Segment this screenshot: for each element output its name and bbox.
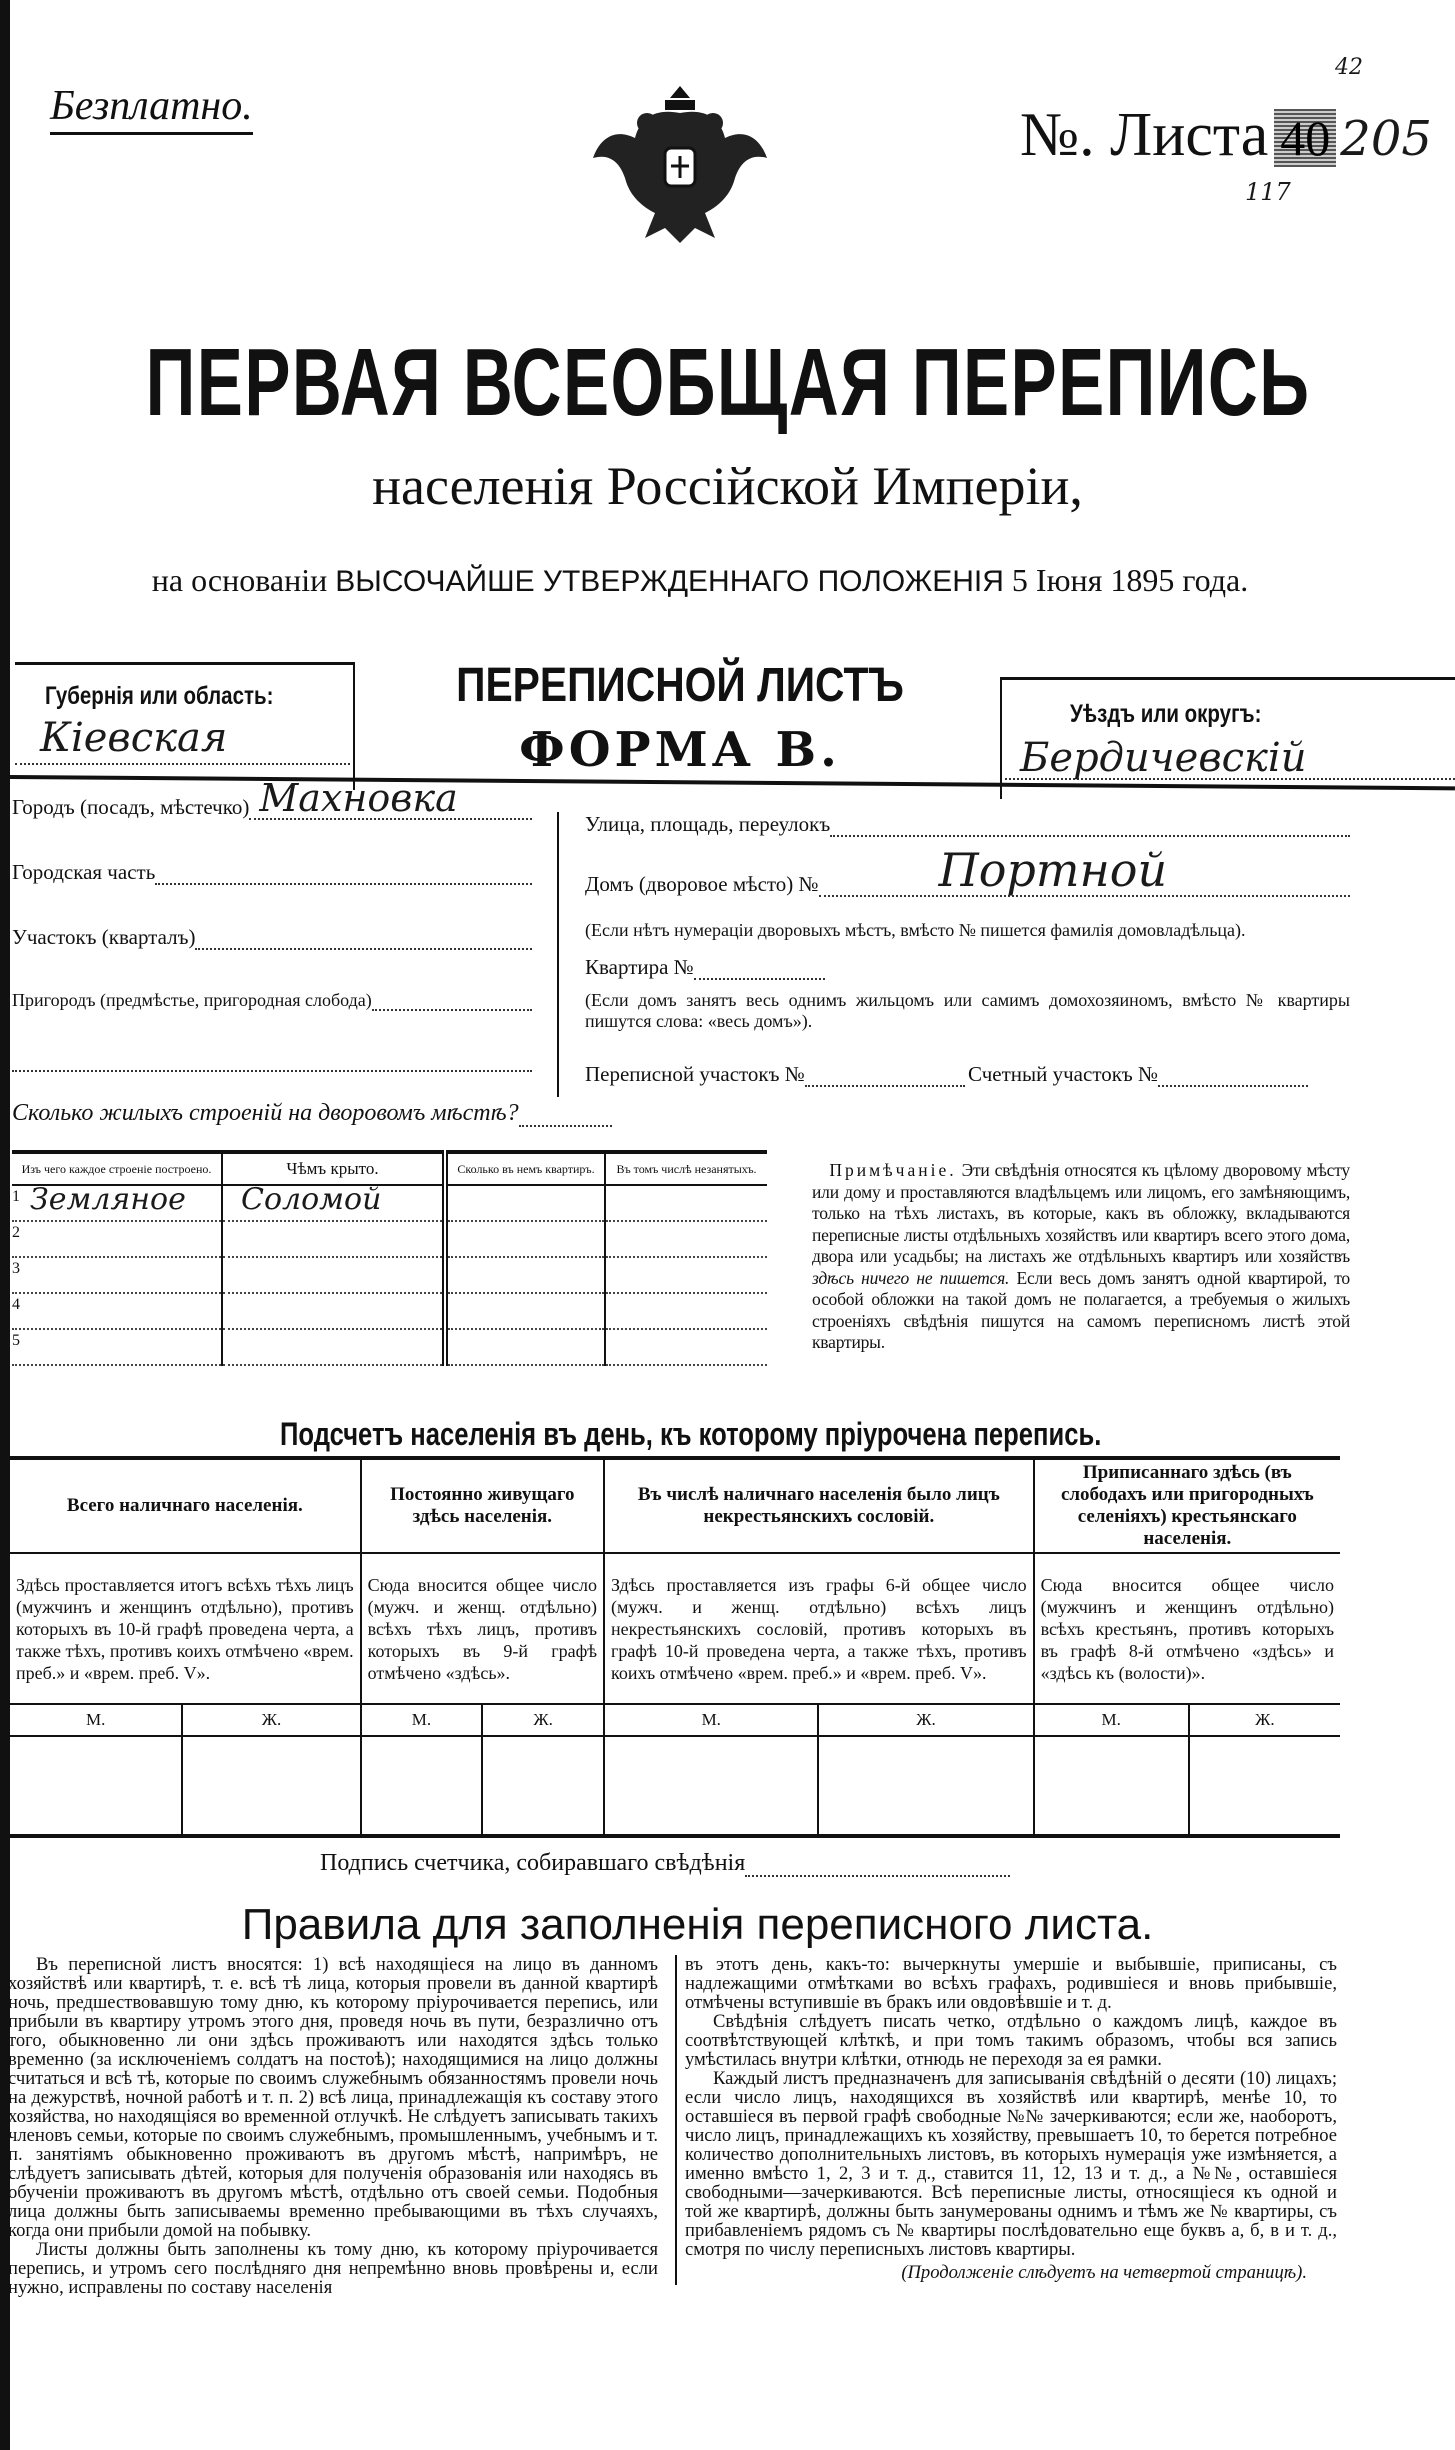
roof-cell[interactable]	[222, 1293, 445, 1329]
basis-prefix: на основаніи	[151, 562, 328, 598]
rules-paragraph: Въ переписной листъ вносятся: 1) всѣ находящіеся на лицо въ данномъ хозяйствѣ или квартирѣ, т. е. всѣ тѣ лица, которыя провели въ данной квартирѣ ночь, предшествовавшую тому дню, къ которому пріурочивается перепись, или прибыли въ квартиру утромъ этого дня, проведя ночь въ пути, безразлично отъ того, обыкновенно ли они здѣсь проживаютъ или находятся здѣсь только временно (за исключеніемъ солдатъ на постоѣ); находящимися на лицо должны считаться и всѣ тѣ, которые по своимъ служебнымъ обязанностямъ провели ночь на дежурствѣ, ночной работѣ и т. п. 2) всѣ лица, принадлежащія къ составу этого хозяйства, но находящіяся во временной отлучкѣ. Не слѣдуетъ записывать такихъ членовъ семьи, которые по своимъ служебнымъ, промышленнымъ, учебнымъ и т. п. занятіямъ обыкновенно проживаютъ въ другомъ мѣстѣ, напримѣръ, не слѣдуетъ записывать дѣтей, которыя для полученія образованія или находясь въ обученіи проживаютъ въ другомъ мѣстѣ, отдѣльно отъ своей семьи. Подобныя лица должны быть записываемы временно пребывающими въ тѣхъ случаяхъ, когда они прибыли домой на побывку.	[8, 1954, 658, 2241]
material-cell[interactable]	[12, 1293, 222, 1329]
town-part-label: Городская часть	[12, 860, 156, 884]
continued-note: (Продолженіе слѣдуетъ на четвертой страницѣ).	[901, 2262, 1307, 2283]
population-count-heading: Подсчетъ населенія въ день, къ которому пріурочена перепись.	[280, 1416, 1102, 1452]
row-number: 5	[12, 1332, 20, 1349]
total-female-cell[interactable]	[182, 1736, 360, 1836]
sheet-title: ПЕРЕПИСНОЙ ЛИСТЪ	[456, 659, 904, 712]
roof-cell[interactable]	[222, 1329, 445, 1365]
male-header: М.	[1034, 1704, 1189, 1736]
divider	[1000, 677, 1455, 680]
female-header: Ж.	[182, 1704, 360, 1736]
margin-mark-top: 42	[1335, 55, 1363, 80]
material-cell[interactable]	[12, 1182, 222, 1221]
census-section-label: Переписной участокъ №	[585, 1062, 805, 1086]
roof-cell[interactable]	[222, 1182, 445, 1221]
sheet-number-label: №. Листа	[1020, 101, 1269, 169]
vacant-cell[interactable]	[605, 1221, 767, 1257]
nonpeasant-female-cell[interactable]	[818, 1736, 1033, 1836]
row-number: 2	[12, 1224, 20, 1241]
suburb-extra-line[interactable]	[12, 1060, 532, 1072]
apartments-cell[interactable]	[445, 1329, 605, 1365]
quarter-field[interactable]	[12, 925, 532, 950]
sheet-number	[1020, 100, 1432, 171]
province-field	[45, 682, 324, 711]
street-field[interactable]	[585, 812, 1350, 837]
vacant-cell[interactable]	[605, 1293, 767, 1329]
vacant-cell[interactable]	[605, 1329, 767, 1365]
enumerator-signature-field[interactable]	[320, 1850, 1010, 1877]
apartments-cell[interactable]	[445, 1185, 605, 1221]
suburb-field[interactable]	[12, 990, 532, 1011]
header-apartments: Сколько въ немъ квартиръ.	[445, 1152, 605, 1185]
col-peasant-title: Приписаннаго здѣсь (въ слободахъ или пригородныхъ селеніяхъ) крестьянскаго населенія.	[1034, 1458, 1340, 1553]
rules-paragraph: Каждый листъ предназначенъ для записыванія свѣдѣній о десяти (10) лицахъ; если число лицъ, находящихся въ хозяйствѣ или квартирѣ, менѣе 10, то оставшіеся въ первой графѣ свободные №№ зачеркиваются; если же, наоборотъ, число лицъ, принадлежащихъ къ хозяйству, превышаетъ 10, то берется потребное количество дополнительныхъ листовъ, въ которыхъ нумерація уже измѣняется, а именно вмѣсто 1, 2, 3 и т. д., ставится 11, 12, 13 и т. д., а №№, оставшіеся свободными—зачеркиваются. Всѣ переписные листы, относящіеся къ одной и той же квартирѣ, должны быть занумерованы однимъ и тѣмъ же № квартиры, съ прибавленіемъ рядомъ съ № квартиры послѣдовательно еще буквъ а, б, в и т. д., смотря по числу переписныхъ листовъ квартиры.	[685, 2068, 1337, 2260]
divider	[1000, 677, 1002, 799]
row-number: 1	[12, 1188, 20, 1205]
apartment-note: (Если домъ занятъ весь однимъ жильцомъ или самимъ домохозяиномъ, вмѣсто № квартиры пишутся слова: «весь домъ»).	[585, 990, 1350, 1031]
rules-title: Правила для заполненія переписного листа.	[241, 1900, 1154, 1949]
table-row	[12, 1185, 767, 1221]
nonpeasant-male-cell[interactable]	[604, 1736, 818, 1836]
free-of-charge-label: Безплатно.	[50, 82, 253, 135]
table-row	[12, 1257, 767, 1293]
document-subtitle: населенія Россійской Имперіи,	[372, 456, 1083, 516]
female-header: Ж.	[818, 1704, 1033, 1736]
apartment-field[interactable]	[585, 955, 825, 980]
total-male-cell[interactable]	[10, 1736, 182, 1836]
divider	[15, 662, 355, 665]
table-row	[12, 1221, 767, 1257]
row-number: 3	[12, 1260, 20, 1277]
row-number: 4	[12, 1296, 20, 1313]
margin-mark-bottom: 117	[1245, 178, 1291, 206]
material-cell[interactable]	[12, 1257, 222, 1293]
district-label: Уѣздъ или округъ:	[1070, 700, 1262, 728]
header-material: Изъ чего каждое строеніе построено.	[12, 1152, 222, 1185]
female-header: Ж.	[482, 1704, 604, 1736]
town-field[interactable]	[12, 776, 532, 820]
house-note: (Если нѣтъ нумераціи дворовыхъ мѣстъ, вмѣсто № пишется фамилія домовладѣльца).	[585, 920, 1246, 940]
counting-section-label: Счетный участокъ №	[968, 1062, 1159, 1086]
note-text-2: Если весь домъ занятъ одной квартирой, то особой обложки на такой домъ не полагается, а требуемыя о жилыхъ строеніяхъ свѣдѣнія пишутся на самомъ переписномъ листѣ этой квартиры.	[812, 1267, 1350, 1352]
roof-cell[interactable]	[222, 1257, 445, 1293]
male-header: М.	[361, 1704, 482, 1736]
rules-left-column	[8, 1955, 658, 2297]
district-value: Бердичевскій	[1020, 735, 1307, 781]
double-headed-eagle-emblem	[585, 78, 775, 248]
rules-paragraph: Свѣдѣнія слѣдуетъ писать четко, отдѣльно о каждомъ лицѣ, каждое въ соотвѣтствующей клѣткѣ, и при томъ такимъ образомъ, чтобы вся запись умѣстилась внутри клѣтки, отнюдь не переходя за ея рамки.	[685, 2011, 1337, 2070]
vacant-cell[interactable]	[605, 1257, 767, 1293]
divider	[557, 812, 559, 1097]
permanent-female-cell[interactable]	[482, 1736, 604, 1836]
sheet-number-crossed-out: 40	[1274, 109, 1336, 167]
rules-paragraph: Листы должны быть заполнены къ тому дню, къ которому пріурочивается перепись, и утромъ сего послѣдняго дня непремѣнно вновь провѣрены и, если нужно, исправлены по составу населенія	[8, 2239, 658, 2298]
male-header: М.	[604, 1704, 818, 1736]
material-value: Земляное	[30, 1182, 186, 1217]
suburb-label: Пригородъ (предмѣстье, пригородная слобода)	[12, 990, 372, 1010]
district-input[interactable]	[1005, 735, 1455, 780]
peasant-male-cell[interactable]	[1034, 1736, 1189, 1836]
col-nonpeasant-desc: Здѣсь проставляется изъ графы 6-й общее число (мужч. и женщ. отдѣльно) всѣхъ лицъ некрестьянскихъ сословій, противъ которыхъ въ графѣ 10-й проведена черта, а также тѣхъ, противъ коихъ отмѣчено «врем. преб.» и «врем. преб. V».	[604, 1553, 1034, 1704]
peasant-female-cell[interactable]	[1189, 1736, 1340, 1836]
divider	[353, 662, 355, 790]
col-peasant-desc: Сюда вносится общее число (мужчинъ и женщинъ отдѣльно) всѣхъ крестьянъ, противъ которыхъ въ графѣ 8-й отмѣчено «здѣсь» и «здѣсь къ (волости)».	[1034, 1553, 1340, 1704]
province-input[interactable]	[15, 715, 350, 765]
buildings-question-field[interactable]	[12, 1100, 612, 1127]
roof-cell[interactable]	[222, 1221, 445, 1257]
census-section-field[interactable]	[585, 1062, 965, 1087]
col-permanent-title: Постоянно живущаго здѣсь населенія.	[361, 1458, 604, 1553]
col-total-desc: Здѣсь проставляется итогъ всѣхъ тѣхъ лицъ (мужчинъ и женщинъ отдѣльно), противъ которыхъ въ 10-й графѣ проведена черта, а также тѣхъ, противъ коихъ отмѣчено «врем. преб.» и «врем. преб. V».	[10, 1553, 361, 1704]
basis-date: 5 Іюня 1895 года.	[1011, 562, 1249, 598]
material-cell[interactable]	[12, 1329, 222, 1365]
table-row	[12, 1329, 767, 1365]
apartments-cell[interactable]	[445, 1293, 605, 1329]
table-row	[12, 1293, 767, 1329]
rules-paragraph: въ этотъ день, какъ-то: вычеркнуты умершіе и выбывшіе, приписаны, съ надлежащими отмѣтками во всѣхъ графахъ, родившіеся и вновь прибывшіе, отмѣчены вступившіе въ бракъ или овдовѣвшіе и т. д.	[685, 1954, 1337, 2013]
material-cell[interactable]	[12, 1221, 222, 1257]
town-label: Городъ (посадъ, мѣстечко)	[12, 795, 250, 819]
quarter-label: Участокъ (кварталъ)	[12, 925, 196, 949]
col-total-title: Всего наличнаго населенія.	[10, 1458, 361, 1553]
sheet-number-handwritten: 205	[1340, 111, 1432, 167]
buildings-question: Сколько жилыхъ строеній на дворовомъ мѣстѣ?	[12, 1100, 519, 1126]
house-value: Портной	[938, 843, 1168, 897]
col-nonpeasant-title: Въ числѣ наличнаго населенія было лицъ некрестьянскихъ сословій.	[604, 1458, 1034, 1553]
column-divider	[675, 1955, 677, 2285]
vacant-cell[interactable]	[605, 1185, 767, 1221]
male-header: М.	[10, 1704, 182, 1736]
house-field[interactable]	[585, 843, 1350, 897]
counting-section-field[interactable]	[968, 1062, 1308, 1087]
province-value: Кіевская	[40, 715, 228, 761]
legal-basis-line	[0, 562, 1400, 599]
col-permanent-desc: Сюда вносится общее число (мужч. и женщ. отдѣльно) всѣхъ тѣхъ лицъ, противъ которыхъ въ 9-й графѣ отмѣчено «здѣсь».	[361, 1553, 604, 1704]
rules-right-column	[685, 1955, 1337, 2282]
town-value: Махновка	[259, 776, 458, 820]
note-text: Эти свѣдѣнія относятся къ цѣлому дворовому мѣсту или дому и проставляются владѣльцемъ или лицомъ, его замѣняющимъ, только на тѣхъ листахъ, въ которые, какъ въ обложку, вкладываются переписные листы отдѣльныхъ хозяйствъ или квартиръ всего этого дома, двора или усадьбы; на листахъ же отдѣльныхъ квартиръ или хозяйствъ	[812, 1160, 1350, 1266]
document-title: ПЕРВАЯ ВСЕОБЩАЯ ПЕРЕПИСЬ	[145, 329, 1310, 436]
form-label: ФОРМА В.	[519, 722, 841, 778]
province-label: Губернія или область:	[45, 682, 274, 710]
basis-caps: ВЫСОЧАЙШЕ УТВЕРЖДЕННАГО ПОЛОЖЕНІЯ	[335, 565, 1004, 598]
buildings-note	[812, 1160, 1350, 1354]
street-label: Улица, площадь, переулокъ	[585, 812, 831, 836]
town-part-field[interactable]	[12, 860, 532, 885]
roof-value: Соломой	[241, 1182, 382, 1217]
note-title: Примѣчаніе.	[829, 1160, 957, 1180]
signature-label: Подпись счетчика, собиравшаго свѣдѣнія	[320, 1850, 746, 1876]
header-vacant: Въ томъ числѣ незанятыхъ.	[605, 1152, 767, 1185]
house-label: Домъ (дворовое мѣсто) №	[585, 872, 819, 896]
apartment-label: Квартира №	[585, 955, 694, 979]
female-header: Ж.	[1189, 1704, 1340, 1736]
permanent-male-cell[interactable]	[361, 1736, 482, 1836]
population-count-table	[10, 1456, 1340, 1838]
district-field	[1070, 700, 1303, 729]
apartments-cell[interactable]	[445, 1221, 605, 1257]
note-italic: здѣсь ничего не пишется.	[812, 1267, 1010, 1288]
header-roof: Чѣмъ крыто.	[222, 1152, 445, 1185]
buildings-table	[12, 1150, 767, 1366]
apartments-cell[interactable]	[445, 1257, 605, 1293]
